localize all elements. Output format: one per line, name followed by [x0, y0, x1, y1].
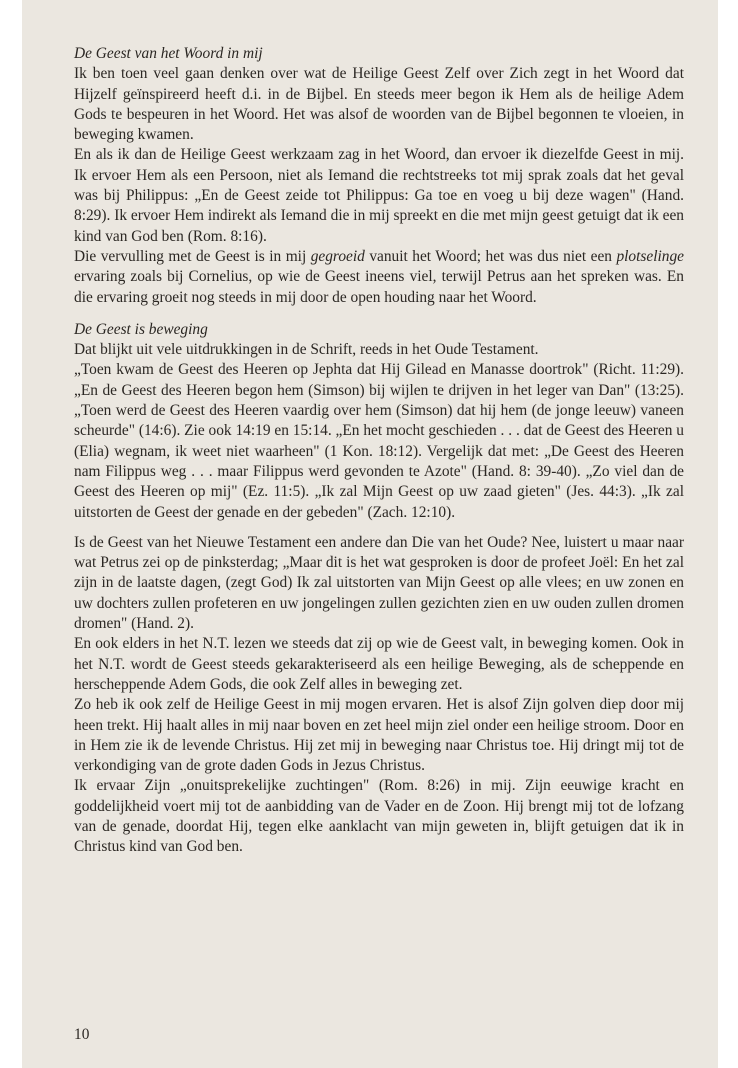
section-heading-beweging: De Geest is beweging	[74, 320, 208, 338]
spacer	[74, 308, 684, 320]
section-heading-woord: De Geest van het Woord in mij	[74, 45, 263, 62]
spacer	[74, 523, 684, 533]
page-number: 10	[74, 1026, 90, 1043]
paragraph: En ook elders in het N.T. lezen we steeds dat zij op wie de Geest valt, in beweging komen. Ook in het N.T. wordt de Geest steeds gekarakteriseerd als een heilige Beweging, als de scheppende en herscheppende Adem Gods, die ook Zelf alles in beweging zet.	[74, 635, 684, 693]
book-page	[22, 0, 718, 1068]
page-text	[74, 44, 684, 858]
emphasis-text: gegroeid	[310, 247, 365, 265]
paragraph: Dat blijkt uit vele uitdrukkingen in de Schrift, reeds in het Oude Testament.	[74, 341, 539, 359]
text-run: ervaring zoals bij Cornelius, op wie de Geest ineens viel, terwijl Petrus aan het spreken was. En die ervaring groeit nog steeds in mij door de open houding naar het Woord.	[74, 268, 684, 306]
text-run: Die vervulling met de Geest is in mij	[74, 247, 311, 265]
text-run: vanuit het Woord; het was dus niet een	[364, 247, 617, 265]
paragraph: Zo heb ik ook zelf de Heilige Geest in mij mogen ervaren. Het is alsof Zijn golven diep door mij heen trekt. Hij haalt alles in mij naar boven en zet heel mijn ziel onder een heilige stroom. Door en in Hem zie ik de levende Christus. Hij zet mij in beweging naar Christus toe. Hij dringt mij tot de verkondiging van de grote daden Gods in Jezus Christus.	[74, 696, 684, 775]
paragraph: „Toen kwam de Geest des Heeren op Jephta dat Hij Gilead en Manasse doortrok" (Richt. 11:29). „En de Geest des Heeren begon hem (Simson) bij wijlen te drijven in het leger van Dan" (13:25). „Toen werd de Geest des Heeren vaardig over hem (Simson) dat hij hem (de jonge leeuw) vaneen scheurde" (14:6). Zie ook 14:19 en 15:14. „En het mocht geschieden . . . dat de Geest des Heeren u (Elia) wegnam, ik weet niet waarheen" (1 Kon. 18:12). Vergelijk dat met: „De Geest des Heeren nam Filippus weg . . . maar Filippus werd gevonden te Azote" (Hand. 8: 39-40). „Zo viel dan de Geest des Heeren op mij" (Ez. 11:5). „Ik zal Mijn Geest op uw zaad gieten" (Jes. 44:3). „Ik zal uitstorten de Geest der genade en der gebeden" (Zach. 12:10).	[74, 361, 684, 521]
paragraph: En als ik dan de Heilige Geest werkzaam zag in het Woord, dan ervoer ik diezelfde Geest in mij. Ik ervoer Hem als een Persoon, niet als Iemand die rechtstreeks tot mij sprak zoals dat het geval was bij Philippus: „En de Geest zeide tot Philippus: Ga toe en voeg u bij deze wagen" (Hand. 8:29). Ik ervoer Hem indirekt als Iemand die in mij spreekt en die met mijn geest getuigt dat ik een kind van God ben (Rom. 8:16).	[74, 146, 684, 245]
emphasis-text: plotselinge	[616, 247, 684, 265]
paragraph: Is de Geest van het Nieuwe Testament een andere dan Die van het Oude? Nee, luistert u maar naar wat Petrus zei op de pinksterdag; „Maar dit is het wat gesproken is door de profeet Joël: En het zal zijn in de laatste dagen, (zegt God) Ik zal uitstorten van Mijn Geest op alle vlees; en uw zonen en uw dochters zullen profeteren en uw jongelingen zullen gezichten zien en uw ouden zullen dromen dromen" (Hand. 2).	[74, 533, 684, 633]
paragraph: Ik ervaar Zijn „onuitsprekelijke zuchtingen" (Rom. 8:26) in mij. Zijn eeuwige kracht en goddelijkheid voert mij tot de aanbidding van de Vader en de Zoon. Hij brengt mij tot de lofzang van de genade, doordat Hij, tegen elke aanklacht van mijn geweten in, blijft getuigen dat ik in Christus kind van God ben.	[74, 777, 684, 856]
paragraph	[74, 247, 684, 308]
paragraph: Ik ben toen veel gaan denken over wat de Heilige Geest Zelf over Zich zegt in het Woord dat Hijzelf geïnspireerd heeft d.i. in de Bijbel. En steeds meer begon ik Hem als de heilige Adem Gods te bespeuren in het Woord. Het was alsof de woorden van de Bijbel begonnen te vloeien, in beweging kwamen.	[74, 65, 684, 144]
